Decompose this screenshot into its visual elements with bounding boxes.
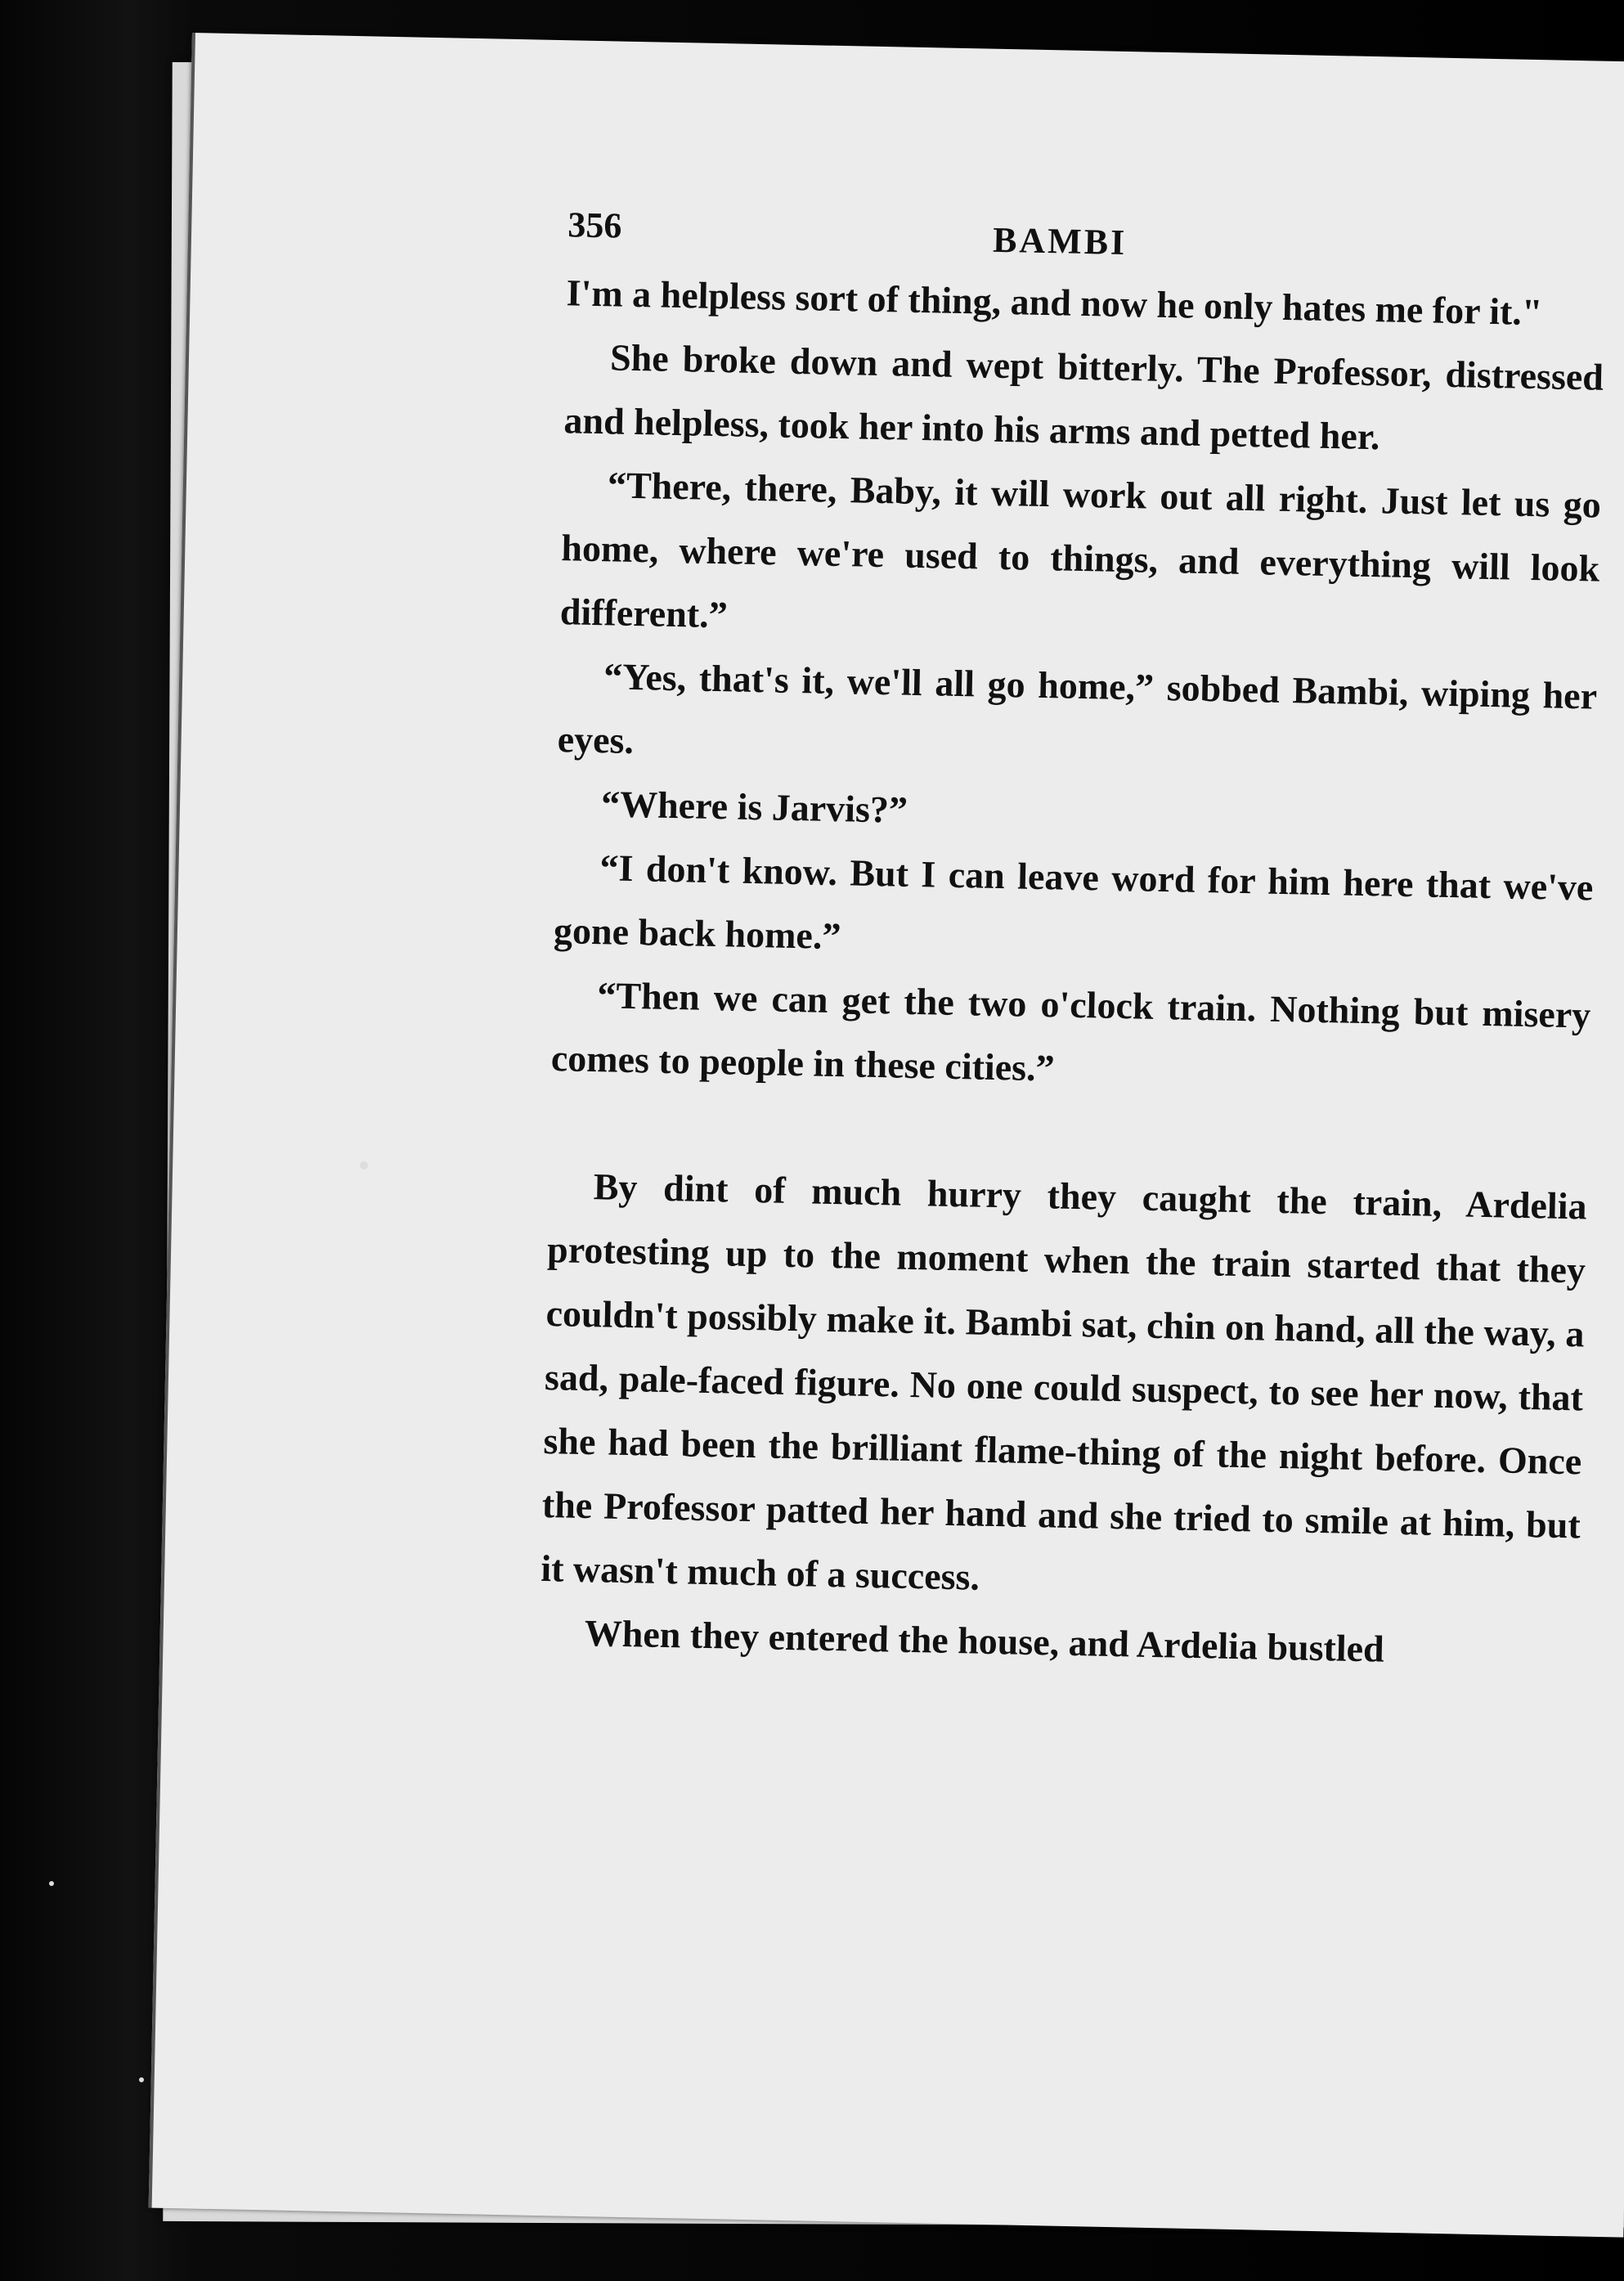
- paragraph-3: “There, there, Baby, it will work out all right. Just let us go home, where we're used to things, and everything will look different.”: [559, 464, 1602, 636]
- paragraph-6: “I don't know. But I can leave word for him here that we've gone back home.”: [553, 846, 1594, 958]
- running-title: BAMBI: [992, 219, 1128, 263]
- paragraph-1: I'm a helpless sort of thing, and now he only hates me for it.": [566, 272, 1543, 334]
- page-content: [539, 204, 1607, 1685]
- paragraph-2: She broke down and wept bitterly. The Professor, distressed and helpless, took her into his arms and petted her.: [563, 336, 1604, 458]
- paragraph-5: “Where is Jarvis?”: [600, 783, 908, 831]
- paragraph-4: “Yes, that's it, we'll all go home,” sobbed Bambi, wiping her eyes.: [557, 655, 1598, 762]
- paragraph-7: “Then we can get the two o'clock train. Nothing but misery comes to people in these cities.”: [550, 974, 1591, 1089]
- book-page: [149, 33, 1624, 2238]
- paragraph-8: By dint of much hurry they caught the train, Ardelia protesting up to the moment when the train started that they couldn't possibly make it. Bambi sat, chin on hand, all the way, a sad, pale-faced figure. No one could suspect, to see her now, that she had been the brilliant flame-thing of the night before. Once the Professor patted her hand and she tried to smile at him, but it wasn't much of a success.: [540, 1165, 1588, 1598]
- scan-dust-mark: [360, 1161, 368, 1170]
- page-number: 356: [567, 204, 622, 246]
- paragraph-9: When they entered the house, and Ardelia bustled: [584, 1612, 1385, 1670]
- scan-dust-mark: [139, 2077, 144, 2082]
- scan-dust-mark: [49, 1881, 54, 1886]
